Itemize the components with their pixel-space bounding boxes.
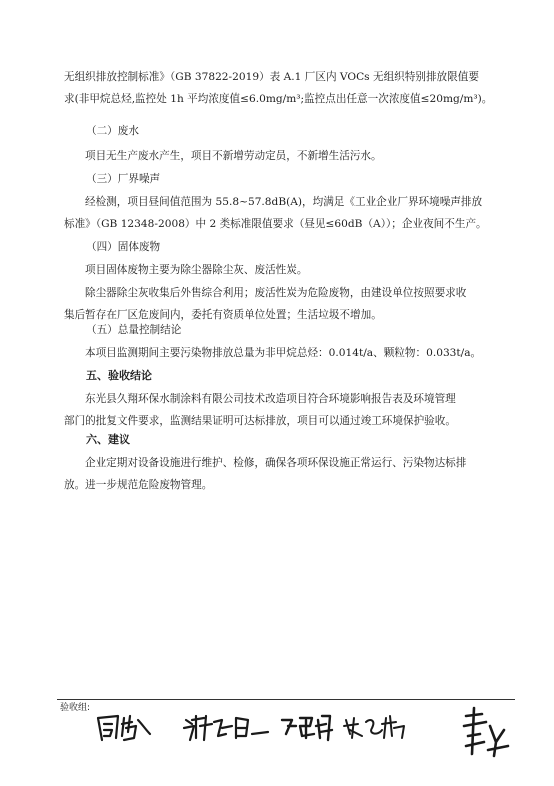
text-line: 标准》（GB 12348-2008）中 2 类标准限值要求（昼见≤60dB（A））；企业夜间不生产。	[64, 218, 487, 230]
text-line: 放。进一步规范危险废物管理。	[64, 479, 213, 491]
acceptance-team-label: 验收组:	[60, 703, 91, 713]
text-line: 集后暂存在厂区危废间内，委托有资质单位处置；生活垃圾不增加。	[64, 309, 382, 321]
text-line: 经检测，项目昼间值范围为 55.8~57.8dB(A)，均满足《工业企业厂界环境噪声排放	[85, 196, 483, 208]
text-line: 部门的批复文件要求，监测结果证明可达标排放，项目可以通过竣工环境保护验收。	[64, 415, 456, 427]
paragraph-wastewater: 项目无生产废水产生，项目不新增劳动定员，不新增生活污水。	[85, 150, 382, 162]
signature-3	[282, 716, 332, 740]
text-line: 求(非甲烷总烃,监控处 1h 平均浓度值≤6.0mg/m³;监控点出任意一次浓度值≤20mg/m³)。	[64, 93, 493, 105]
paragraph-solid-waste-1: 项目固体废物主要为除尘器除尘灰、废活性炭。	[85, 264, 308, 276]
text-line: 东光县久翔环保水制涂料有限公司技术改造项目符合环境影响报告表及环境管理	[85, 393, 456, 405]
section-title-noise: （三）厂界噪声	[86, 173, 161, 185]
paragraph-total-control: 本项目监测期间主要污染物排放总量为非甲烷总烃：0.014t/a、颗粒物：0.033t/a。	[85, 347, 482, 359]
section-title-solid-waste: （四）固体废物	[86, 241, 161, 253]
text-line: 除尘器除尘灰收集后外售综合利用；废活性炭为危险废物，由建设单位按照要求收	[85, 287, 467, 299]
section-title-total-control: （五）总量控制结论	[86, 324, 182, 336]
signature-5	[464, 708, 508, 756]
signature-2	[184, 716, 268, 740]
section-title-wastewater: （二）废水	[86, 125, 139, 137]
heading-suggestions: 六、建议	[86, 433, 130, 446]
heading-acceptance-conclusion: 五、验收结论	[86, 369, 152, 382]
paragraph-noise	[64, 191, 498, 235]
signature-4	[344, 716, 404, 738]
handwritten-signatures	[0, 690, 554, 786]
text-line: 无组织排放控制标准》（GB 37822-2019）表 A.1 厂区内 VOCs 无组织特别排放限值要	[64, 71, 479, 83]
paragraph-acceptance-conclusion	[64, 388, 498, 432]
paragraph-suggestions	[64, 452, 498, 496]
signature-1	[98, 716, 150, 740]
paragraph-standard-voc	[64, 66, 498, 110]
text-line: 企业定期对设备设施进行维护、检修，确保各项环保设施正常运行、污染物达标排	[85, 457, 467, 469]
